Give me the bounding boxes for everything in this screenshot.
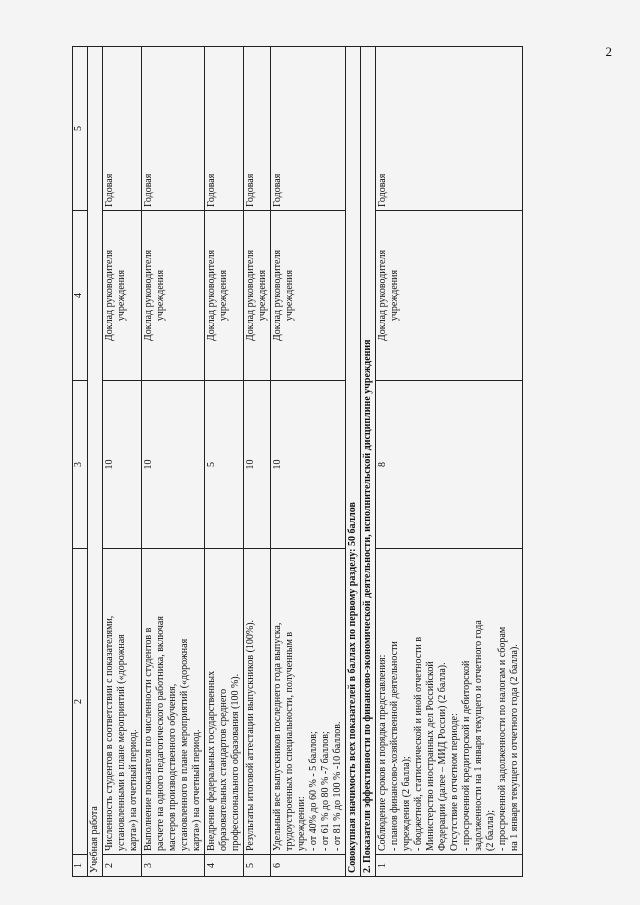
total-score-text: Совокупная значимость всех показателей в баллах по первому разделу: 50 баллов bbox=[346, 47, 361, 877]
description-line: - просроченной задолженности по налогам и сборам bbox=[497, 626, 508, 851]
header-cell: 3 bbox=[73, 381, 88, 549]
table-row bbox=[376, 47, 523, 877]
description-line: карта») на отчетный период. bbox=[128, 729, 139, 851]
indicator-description-cell bbox=[244, 549, 271, 855]
section2-title-row bbox=[361, 47, 376, 877]
description-line: расчете на одного педагогического работника, включая bbox=[155, 616, 166, 851]
description-line: Удельный вес выпускников последнего года выпуска, bbox=[272, 622, 283, 851]
description-line: Результаты итоговой аттестации выпускников (100%). bbox=[245, 619, 256, 851]
periodicity-cell: Годовая bbox=[142, 47, 205, 211]
description-line: задолженности на 1 января текущего и отчетного года bbox=[473, 620, 484, 851]
table-row bbox=[271, 47, 346, 877]
score-cell: 10 bbox=[142, 381, 205, 549]
row-number-cell: 1 bbox=[376, 855, 523, 877]
section1-title-row bbox=[88, 47, 103, 877]
description-line: Федерации (далее – МИД России) (2 балла). bbox=[437, 662, 448, 851]
table-row bbox=[103, 47, 142, 877]
description-line: Министерство иностранных дел Российской bbox=[425, 661, 436, 851]
description-line: учреждения (2 балла); bbox=[401, 756, 412, 851]
description-line: Соблюдение сроков и порядка представления: bbox=[377, 654, 388, 851]
indicator-description-cell bbox=[103, 549, 142, 855]
description-line: - от 61 % до 80 % -7 баллов; bbox=[320, 731, 331, 851]
description-line: (2 балла); bbox=[485, 810, 496, 851]
description-line: - от 81 % до 100 % -10 баллов. bbox=[332, 721, 343, 851]
description-line: на 1 января текущего и отчетного года (2 балла). bbox=[509, 644, 520, 851]
description-line: профессионального образования (100 %). bbox=[230, 673, 241, 851]
description-line: Отсутствие в отчетном периоде: bbox=[449, 713, 460, 851]
periodicity-cell: Годовая bbox=[205, 47, 244, 211]
description-line: - просроченной кредиторской и дебиторской bbox=[461, 660, 472, 851]
report-document-cell bbox=[244, 211, 271, 381]
row-number-cell: 4 bbox=[205, 855, 244, 877]
table-row bbox=[142, 47, 205, 877]
description-line: Выполнение показателя по численности студентов в bbox=[143, 627, 154, 851]
description-line: - от 40% до 60 % - 5 баллов; bbox=[308, 731, 319, 851]
section2-title: 2. Показатели эффективности по финансово-экономической деятельности, исполнительской дисциплине учреждения bbox=[361, 47, 376, 877]
score-cell: 10 bbox=[244, 381, 271, 549]
score-cell: 10 bbox=[103, 381, 142, 549]
description-line: - планов финансово-хозяйственной деятельности bbox=[389, 641, 400, 851]
report-document-cell bbox=[103, 211, 142, 381]
row-number-cell: 3 bbox=[142, 855, 205, 877]
indicator-description-cell bbox=[376, 549, 523, 855]
indicator-description-cell bbox=[205, 549, 244, 855]
report-document-cell bbox=[271, 211, 346, 381]
report-document-text: Доклад руководителя учреждения bbox=[104, 249, 127, 342]
periodicity-cell: Годовая bbox=[271, 47, 346, 211]
report-document-text: Доклад руководителя учреждения bbox=[143, 249, 166, 342]
description-line: установленными в плане мероприятий («дорожная bbox=[116, 634, 127, 851]
description-line: установленного в плане мероприятий («дорожная bbox=[179, 638, 190, 851]
report-document-cell bbox=[205, 211, 244, 381]
description-line: учреждении: bbox=[296, 796, 307, 851]
section1-body bbox=[103, 47, 346, 877]
page-number: 2 bbox=[605, 44, 612, 59]
header-cell: 1 bbox=[73, 855, 88, 877]
row-number-cell: 2 bbox=[103, 855, 142, 877]
report-document-text: Доклад руководителя учреждения bbox=[272, 249, 295, 342]
score-cell: 8 bbox=[376, 381, 523, 549]
header-cell: 4 bbox=[73, 211, 88, 381]
score-cell: 5 bbox=[205, 381, 244, 549]
report-document-cell bbox=[142, 211, 205, 381]
table-row bbox=[244, 47, 271, 877]
header-cell: 2 bbox=[73, 549, 88, 855]
row-number-cell: 6 bbox=[271, 855, 346, 877]
score-cell: 10 bbox=[271, 381, 346, 549]
periodicity-cell: Годовая bbox=[376, 47, 523, 211]
section2-body bbox=[376, 47, 523, 877]
section1-title: Учебная работа bbox=[88, 47, 103, 877]
description-line: - бюджетной, статистической и иной отчетности в bbox=[413, 636, 424, 851]
report-document-text: Доклад руководителя учреждения bbox=[377, 249, 400, 342]
description-line: образовательных стандартов среднего bbox=[218, 688, 229, 851]
header-cell: 5 bbox=[73, 47, 88, 211]
total-row bbox=[346, 47, 361, 877]
indicators-table bbox=[72, 46, 523, 877]
periodicity-cell: Годовая bbox=[103, 47, 142, 211]
indicator-description-cell bbox=[271, 549, 346, 855]
periodicity-cell: Годовая bbox=[244, 47, 271, 211]
table-row bbox=[205, 47, 244, 877]
header-row bbox=[73, 47, 88, 877]
indicator-description-cell bbox=[142, 549, 205, 855]
report-document-text: Доклад руководителя учреждения bbox=[206, 249, 229, 342]
rotated-table-container bbox=[72, 47, 612, 877]
description-line: трудоустроенных по специальности, полученным в bbox=[284, 631, 295, 851]
description-line: карта») на отчетный период. bbox=[191, 729, 202, 851]
description-line: мастеров производственного обучения, bbox=[167, 683, 178, 851]
row-number-cell: 5 bbox=[244, 855, 271, 877]
description-line: Численность студентов в соответствии с показателями, bbox=[104, 615, 115, 851]
description-line: Внедрение федеральных государственных bbox=[206, 670, 217, 851]
report-document-text: Доклад руководителя учреждения bbox=[245, 249, 268, 342]
report-document-cell bbox=[376, 211, 523, 381]
